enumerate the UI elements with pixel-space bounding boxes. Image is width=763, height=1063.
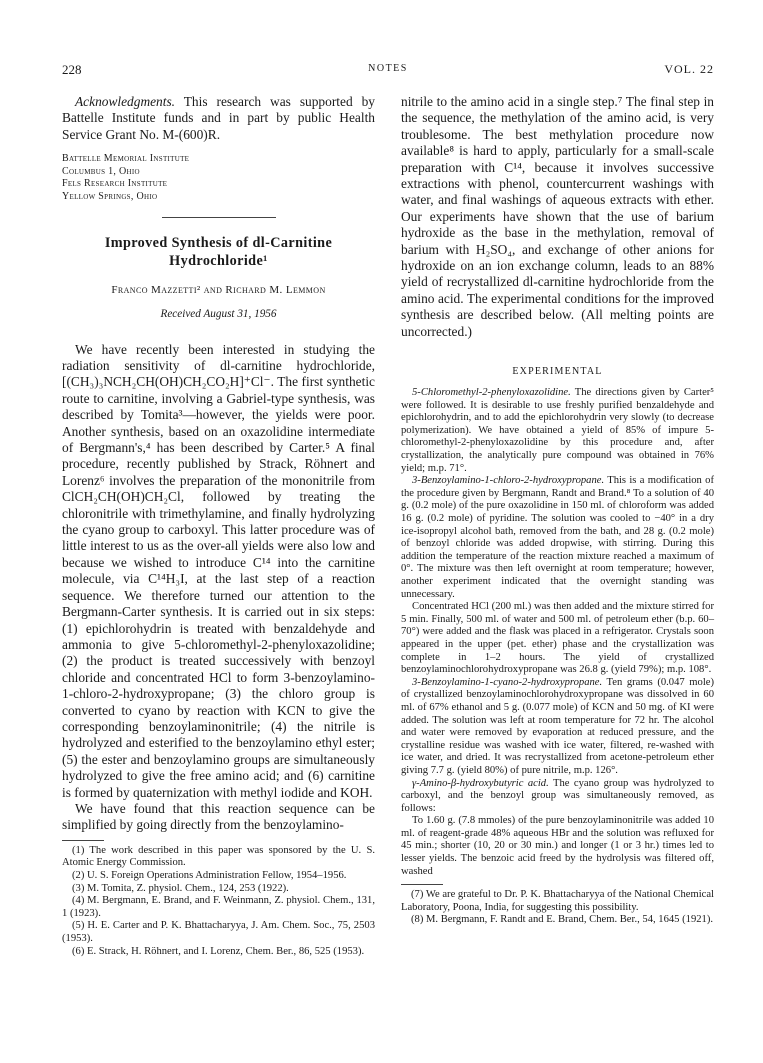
article-title [62, 234, 375, 270]
procedure-heading: 3-Benzoylamino-1-cyano-2-hydroxypropane. [412, 676, 603, 688]
affiliation-line: Fels Research Institute [62, 178, 168, 190]
experimental-paragraph: To 1.60 g. (7.8 mmoles) of the pure benzoylaminonitrile was added 10 ml. of reagent-grade 48% aqueous HBr and the solution was refluxed for 45 min.; shorter (10, 20 or 30 min.) and longer (1 or 3 hr.) times led to lesser yields. The benzoic acid freed by the hydrolysis was filtered off, washed [401, 815, 714, 877]
title-line: Improved Synthesis of dl-Carnitine [104, 234, 333, 251]
experimental-paragraph: 5-Chloromethyl-2-phenyloxazolidine. The directions given by Carter⁵ were followed. It is desirable to use freshly purified benzaldehyde and epichlorohydrin, and to add the epichlorohydrin very slowly (to decrease polymerization). We have obtained a yield of 85% of impure 5-chloromethyl-2-phenyloxazolidine by this procedure and, after crystallization, the analytically pure compound was obtained in 76% yield; m.p. 71°. [401, 387, 714, 474]
footnote: (4) M. Bergmann, E. Brand, and F. Weinmann, Z. physiol. Chem., 131, 1 (1923). [62, 895, 375, 919]
footnote: (8) M. Bergmann, F. Randt and E. Brand, Chem. Ber., 54, 1645 (1921). [411, 914, 714, 926]
footnote-divider [62, 840, 104, 841]
volume-label: VOL. 22 [664, 62, 714, 76]
acknowledgments-text: This research was supported by Battelle Institute funds and in part by public Health Service Grant No. M-(600)R. [62, 94, 375, 142]
footnote: (7) We are grateful to Dr. P. K. Bhattacharyya of the National Chemical Laboratory, Poona, India, for suggesting this possibility. [401, 889, 714, 913]
right-column [401, 94, 714, 927]
footnote: (2) U. S. Foreign Operations Administration Fellow, 1954–1956. [72, 869, 347, 881]
authors: Franco Mazzetti² and Richard M. Lemmon [111, 283, 326, 296]
section-divider [162, 217, 276, 218]
intro-paragraph: We have recently been interested in studying the radiation sensitivity of dl-carnitine hydrochloride, [(CH₃)₃NCH₂CH(OH)CH₂CO₂H]⁺Cl⁻. The first synthetic route to carnitine, involving a Gabriel-type synthesis, was described by Tomita³—however, the yields were poor. Another synthesis, based on an oxazolidine intermediate of Bergmann's,⁴ has been described by Carter.⁵ A final procedure, recently published by Strack, Röhnert and Lorenz⁶ involves the preparation of the mononitrile from ClCH₂CH(OH)CH₂Cl, followed by treating the chloronitrile with trimethylamine, and finally hydrolyzing the cyano group to carboxyl. This latter procedure was of little interest to us as the over-all yields were also low and because we wished to introduce C¹⁴ into the carnitine molecule, via C¹⁴H₃I, at the last step of a reaction sequence. We therefore turned our attention to the Bergmann-Carter synthesis. It is carried out in six steps: (1) epichlorohydrin is treated with benzaldehyde and ammonia to give 5-chloromethyl-2-phenyloxazolidine; (2) the product is treated successively with benzoyl chloride and concentrated HCl to form 3-benzoylamino-1-chloro-2-hydroxypropane; (3) the chloro group is converted to cyano by reaction with KCN to give the corresponding benzoylaminonitrile; (4) the nitrile is hydrolyzed and esterified to the benzoylamino ethyl ester; (5) the ester and benzoylamino groups are simultaneously hydrolyzed to give the free amino acid; and (6) carnitine is formed by quaternization with methyl iodide and KOH. [62, 341, 375, 800]
procedure-heading: 5-Chloromethyl-2-phenyloxazolidine. [412, 387, 571, 399]
section-heading-experimental: EXPERIMENTAL [512, 366, 603, 378]
acknowledgments-paragraph [62, 94, 375, 143]
footnote: (3) M. Tomita, Z. physiol. Chem., 124, 253 (1922). [72, 882, 289, 894]
footnote: (6) E. Strack, H. Röhnert, and I. Lorenz, Chem. Ber., 86, 525 (1953). [72, 945, 365, 957]
body-paragraph: We have found that this reaction sequence can be simplified by going directly from the benzoylamino- [62, 800, 375, 833]
procedure-heading: γ-Amino-β-hydroxybutyric acid. [412, 777, 549, 789]
footnote-divider [401, 884, 443, 885]
title-line: Hydrochloride¹ [169, 252, 268, 269]
experimental-paragraph: 3-Benzoylamino-1-chloro-2-hydroxypropane. This is a modification of the procedure given by Bergmann, Randt and Brand.⁸ To a solution of 40 g. (0.2 mole) of the pure oxazolidine in 150 ml. of chloroform was added 16 g. (0.2 mole) of pyridine. The solution was cooled to −40° in a dry ice-isopropyl alcohol bath, removed from the bath, and 28 g. (0.2 mole) of benzoyl chloride was added dropwise, with stirring. During this addition the temperature of the reaction mixture reached a maximum of 0°. The mixture was then left overnight at room temperature; however, another experiment indicated that the overnight standing was unnecessary. [401, 475, 714, 600]
body-paragraph: nitrile to the amino acid in a single step.⁷ The final step in the sequence, the methylation of the amino acid, is very troublesome. The best methylation procedure now available⁸ is hard to apply, particularly for a small-scale preparation with C¹⁴, because it involves successive extractions with phenol, countercurrent washings with water, and final washings of aqueous extracts with ether. Our experiments have shown that the use of barium hydroxide as the base in the methylation, removal of barium with H₂SO₄, and exchange of other anions for hydroxide on an ion exchange column, leads to an 88% yield of recrystallized dl-carnitine hydrochloride from the amino acid. The experimental conditions for the improved synthesis are described below. (All melting points are uncorrected.) [401, 94, 714, 339]
affiliation-line: Yellow Springs, Ohio [62, 191, 158, 202]
journal-page [62, 62, 714, 1052]
procedure-heading: 3-Benzoylamino-1-chloro-2-hydroxypropane. [412, 475, 605, 487]
section-title: NOTES [368, 63, 408, 74]
footnote: (1) The work described in this paper was sponsored by the U. S. Atomic Energy Commission. [62, 844, 375, 869]
footnote: (5) H. E. Carter and P. K. Bhattacharyya, J. Am. Chem. Soc., 75, 2503 (1953). [62, 920, 375, 944]
affiliation-line: Battelle Memorial Institute [62, 153, 190, 165]
affiliation-line: Columbus 1, Ohio [62, 165, 140, 177]
running-head [62, 62, 714, 78]
acknowledgments-label: Acknowledgments. [75, 94, 176, 109]
experimental-paragraph: Concentrated HCl (200 ml.) was then added and the mixture stirred for 5 min. Finally, 500 ml. of water and 500 ml. of petroleum ether (b.p. 60–70°) were added and the flask was placed in a refrigerator. Crystals soon appeared in the upper (pet. ether) phase and the crystallization was complete in 1–2 hours. The yield of crystallized benzoylaminochlorohydroxypropane was 26.8 g. (yield 79%); m.p. 108°. [401, 601, 714, 676]
experimental-paragraph: 3-Benzoylamino-1-cyano-2-hydroxypropane. Ten grams (0.047 mole) of crystallized benzoylaminochlorohydroxypropane was dissolved in 60 ml. of 67% ethanol and 5 g. (0.077 mole) of KCN and 50 mg. of KI were added. The solution was left at room temperature for 72 hr. The alcohol and water were removed by evaporation at reduced pressure, and the crystalline residue was washed with ice water, filtered, re-washed with ice water, and dried. It was recrystallized from acetone-petroleum ether giving 7.7 g. (yield 80%) of pure nitrile, m.p. 126°. [401, 676, 714, 776]
received-date: Received August 31, 1956 [160, 307, 277, 320]
footnotes [62, 845, 375, 958]
footnotes [401, 889, 714, 927]
page-number: 228 [62, 62, 82, 77]
left-column [62, 94, 375, 958]
experimental-paragraph: γ-Amino-β-hydroxybutyric acid. The cyano group was hydrolyzed to carboxyl, and the benzoyl group was simultaneously removed, as follows: [401, 777, 714, 814]
affiliation-block [62, 153, 375, 203]
